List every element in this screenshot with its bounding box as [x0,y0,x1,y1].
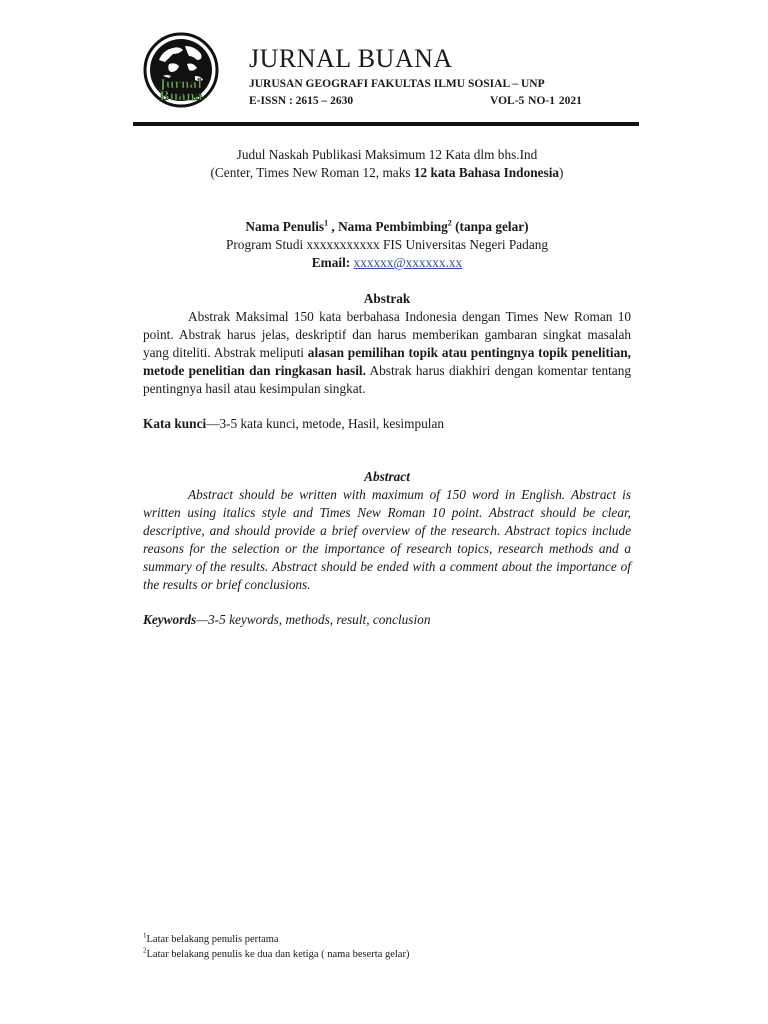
paper-title-line1: Judul Naskah Publikasi Maksimum 12 Kata dlm bhs.Ind [236,147,538,162]
author-email-line [143,254,631,272]
logo-text-buana: Buana [159,89,203,103]
abstract-heading: Abstract [364,469,410,484]
footnote-1-sup: 1 [143,931,147,940]
author-1-sup: 1 [324,218,329,228]
abstrak-text-post: Abstrak harus diakhiri dengan komentar tentang pentingnya hasil atau kesimpulan singkat. [143,363,631,396]
footnote-2-sup: 2 [143,946,147,955]
author-2: Nama Pembimbing [338,219,448,234]
kata-kunci-label: Kata kunci [143,416,207,431]
paper-title-line2 [143,164,631,182]
abstract-body: Abstract should be written with maximum of 150 word in English. Abstract is written using italics style and Times New Roman 10 point. Abstract should be clear, descriptive, and should provide a brief overview of the research. Abstract topics include reasons for the selection or the importance of research topics, research methods and a summary of the results. Abstract should be ended with a comment about the importance of the results or brief conclusions. [143,487,631,592]
journal-volume: VOL-5 NO-1 2021 [490,95,582,107]
footnote-1 [143,932,409,947]
footnote-2-text: Latar belakang penulis ke dua dan ketiga ( nama beserta gelar) [146,949,410,960]
keywords-text: —3-5 keywords, methods, result, conclusion [196,612,431,627]
author-affiliation: Program Studi xxxxxxxxxxx FIS Universitas Negeri Padang [225,237,549,252]
paper-title [143,146,631,182]
logo-text-jurnal: Jurnal [160,77,202,91]
journal-title: JURNAL BUANA [249,44,453,73]
kata-kunci-text: —3-5 kata kunci, metode, Hasil, kesimpulan [206,416,444,431]
abstrak-heading: Abstrak [363,291,411,306]
abstrak-body [143,308,631,398]
globe-logo-icon [143,32,219,108]
journal-issn: E-ISSN : 2615 – 2630 [249,95,354,107]
author-sep: , [328,219,339,234]
author-block [143,218,631,272]
author-note: (tanpa gelar) [451,219,529,234]
keywords-label: Keywords [143,612,197,627]
header-rule [133,122,639,126]
abstrak-text-bold: alasan pemilihan topik atau pentingnya topik penelitian, metode penelitian dan ringkasan hasil. [143,345,631,378]
author-names [143,218,631,236]
keywords [143,611,631,629]
footnote-1-text: Latar belakang penulis pertama [146,934,279,945]
kata-kunci [143,415,631,433]
journal-logo [143,32,219,108]
journal-department: JURUSAN GEOGRAFI FAKULTAS ILMU SOSIAL – UNP [249,78,545,90]
title-note-bold: 12 kata Bahasa Indonesia [413,165,560,180]
author-1: Nama Penulis [245,219,325,234]
footnote-2 [143,947,409,962]
email-label: Email: [311,255,354,270]
author-2-sup: 2 [447,218,452,228]
title-note-post: ) [559,165,564,180]
title-note-pre: (Center, Times New Roman 12, maks [210,165,414,180]
footnotes [143,932,409,962]
email-link[interactable]: xxxxxx@xxxxxx.xx [353,255,463,270]
abstrak-text-pre: Abstrak Maksimal 150 kata berbahasa Indonesia dengan Times New Roman 10 point. Abstrak harus jelas, deskriptif dan harus memberikan gambaran singkat masalah yang diteliti. Abstrak meliputi [143,309,631,360]
